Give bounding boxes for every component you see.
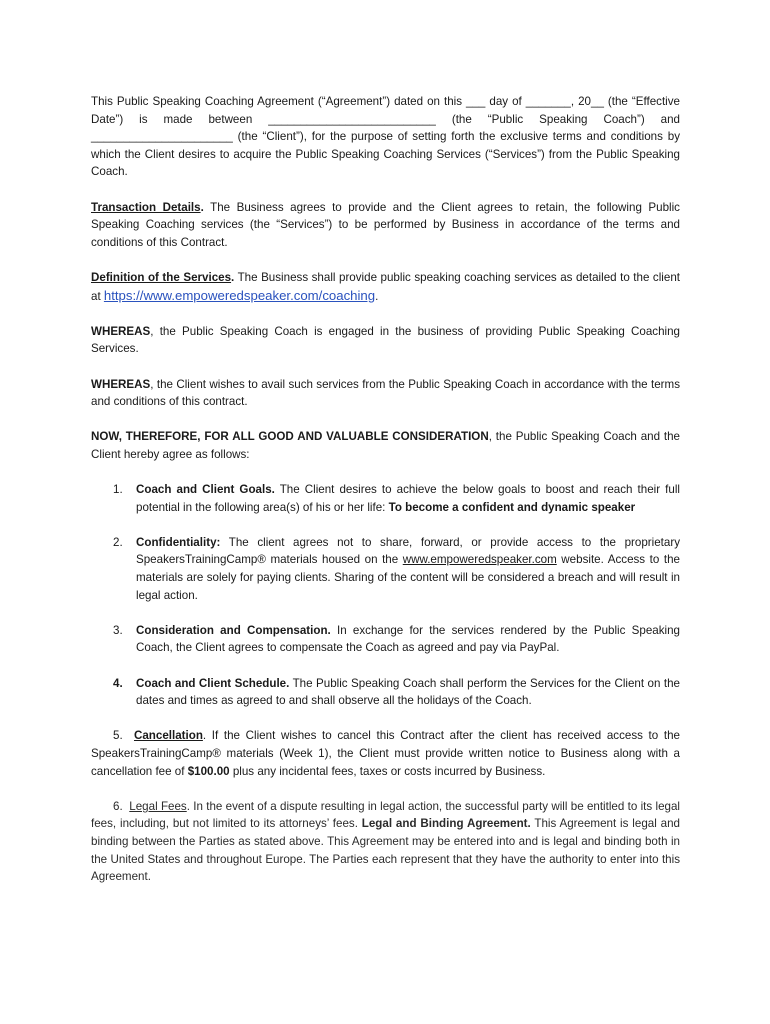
clause-text: The client agrees not to share, forward, or provide access to the proprietary SpeakersTrainingCamp® materials housed on the bbox=[136, 535, 680, 567]
whereas-label-2: WHEREAS bbox=[91, 377, 151, 391]
clause-number: 2. bbox=[113, 535, 123, 549]
clause-cancellation bbox=[91, 727, 680, 780]
whereas-paragraph-2 bbox=[91, 376, 680, 411]
cancellation-text-end: plus any incidental fees, taxes or costs incurred by Business. bbox=[229, 764, 546, 778]
clause-confidentiality bbox=[91, 534, 680, 604]
cancellation-text: . If the Client wishes to cancel this Contract after the client has received access to the SpeakersTrainingCamp® materials (Week 1), the Client must provide written notice to Business along with a cancellation fee of bbox=[91, 729, 680, 778]
cancellation-heading: Cancellation bbox=[133, 729, 203, 743]
definition-paragraph: Definition of the Services. The Business shall provide public speaking coaching services as detailed to the client at https://www.empoweredspeaker.com/coaching. bbox=[91, 270, 680, 303]
coaching-link[interactable]: https://www.empoweredspeaker.com/coaching bbox=[103, 287, 376, 303]
clause-text: The Client desires to achieve the below goals to boost and reach their full potential in the following area(s) of his or her life: bbox=[136, 483, 680, 514]
clause-number: 4. bbox=[113, 676, 123, 690]
clause-text: In exchange for the services rendered by the Public Speaking Coach, the Client agrees to compensate the Coach as agreed and pay via PayPal. bbox=[136, 623, 680, 655]
binding-agreement-text: This Agreement is legal and binding between the Parties as stated above. This Agreement may be entered into and is legal and binding both in the United States and throughout Europe. The Parties each represent that they have the authority to enter into this Agreement. bbox=[91, 817, 680, 884]
transaction-text: The Business agrees to provide and the Client agrees to retain, the following Public Speaking Coaching services (the “Services”) to be performed by Business in accordance of the terms and conditions of this Contract. bbox=[91, 200, 680, 249]
clause-coach-goals bbox=[91, 481, 680, 516]
clause-title: Coach and Client Schedule. bbox=[136, 676, 290, 690]
agreement-body bbox=[91, 93, 680, 903]
clause-consideration bbox=[91, 622, 680, 657]
now-therefore-paragraph bbox=[91, 428, 680, 463]
clause-text: The Public Speaking Coach shall perform the Services for the Client on the dates and times as agreed to and shall observe all the holidays of the Coach. bbox=[136, 676, 680, 708]
clause-title: Confidentiality: bbox=[136, 535, 221, 549]
clause-number: 6. bbox=[113, 799, 123, 813]
transaction-heading: Transaction Details bbox=[91, 200, 201, 214]
definition-heading: Definition of the Services bbox=[91, 270, 232, 284]
binding-agreement-title: Legal and Binding Agreement. bbox=[361, 817, 531, 831]
legal-fees-heading: Legal Fees bbox=[129, 799, 187, 813]
clause-number: 1. bbox=[113, 483, 123, 497]
transaction-paragraph: Transaction Details. The Business agrees to provide and the Client agrees to retain, the following Public Speaking Coaching services (the “Services”) to be performed by Business in accordance of the terms and conditions of this Contract. bbox=[91, 200, 680, 249]
cancellation-fee: $100.00 bbox=[187, 764, 230, 778]
whereas-text-1: , the Public Speaking Coach is engaged in the business of providing Public Speaking Coaching Services. bbox=[91, 324, 680, 356]
legal-fees-text: . In the event of a dispute resulting in legal action, the successful party will be entitled to its legal fees, including, but not limited to its attorneys’ fees. bbox=[91, 799, 680, 831]
intro-paragraph bbox=[91, 93, 680, 181]
intro-text: This Public Speaking Coaching Agreement (“Agreement”) dated on this ___ day of _______, 20__ (the “Effective Date”) is made between __________________________ (the “Public Speaking Coach”) and ______________________ (the “Client”), for the purpose of setting forth the exclusive terms and conditions by which the Client desires to acquire the Public Speaking Coaching Services (“Services”) from the Public Speaking Coach. bbox=[91, 95, 680, 179]
clause-legal-fees bbox=[91, 798, 680, 886]
definition-text-end: . bbox=[375, 289, 379, 303]
clause-title: Coach and Client Goals. bbox=[136, 483, 275, 497]
now-therefore-label: NOW, THEREFORE, FOR ALL GOOD AND VALUABLE CONSIDERATION bbox=[91, 430, 489, 444]
whereas-paragraph-1 bbox=[91, 323, 680, 358]
website-link[interactable]: www.empoweredspeaker.com bbox=[402, 553, 557, 567]
goal-text: To become a confident and dynamic speaker bbox=[388, 500, 636, 514]
whereas-label-1: WHEREAS bbox=[91, 324, 151, 338]
clause-text-end: website. Access to the materials are solely for paying clients. Sharing of the content will be considered a breach and will result in legal action. bbox=[136, 553, 680, 602]
clause-number: 3. bbox=[113, 623, 123, 637]
now-therefore-text: , the Public Speaking Coach and the Client hereby agree as follows: bbox=[91, 430, 681, 461]
clause-title: Consideration and Compensation. bbox=[136, 623, 331, 637]
clause-schedule bbox=[91, 675, 680, 710]
clause-number: 5. bbox=[113, 729, 123, 743]
whereas-text-2: , the Client wishes to avail such services from the Public Speaking Coach in accordance with the terms and conditions of this contract. bbox=[91, 377, 680, 409]
definition-text: The Business shall provide public speaking coaching services as detailed to the client at bbox=[91, 270, 680, 303]
